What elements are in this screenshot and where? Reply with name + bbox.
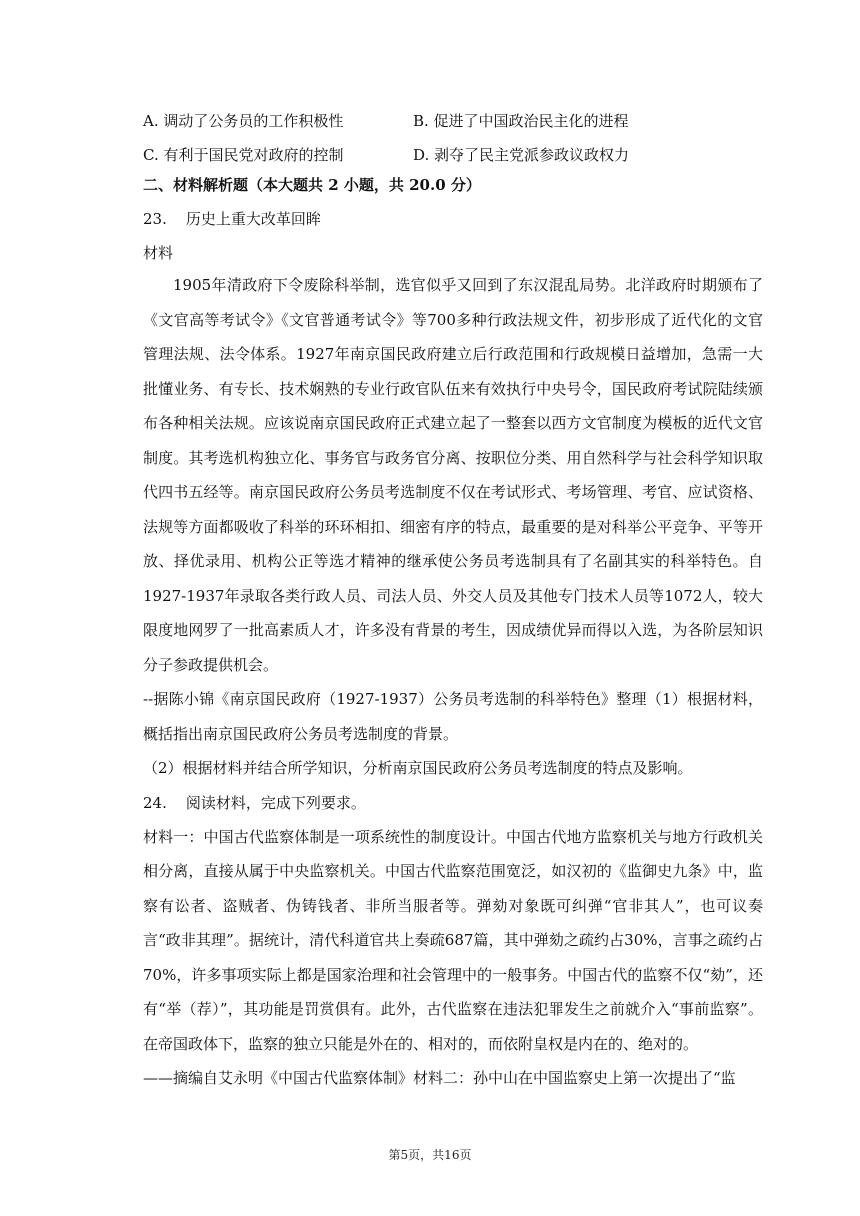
option-d: D. 剥夺了民主党派参政议政权力 (413, 146, 630, 164)
options-row-1 (143, 106, 763, 136)
question-24-source-and-material-2: ——摘编自艾永明《中国古代监察体制》材料二：孙中山在中国监察史上第一次提出了“监 (143, 1069, 736, 1087)
option-a: A. 调动了公务员的工作积极性 (143, 112, 344, 130)
document-page (143, 106, 763, 1096)
options-row-2 (143, 140, 763, 170)
question-24-title: 24. 阅读材料，完成下列要求。 (143, 793, 366, 812)
question-23-material-text: 1905年清政府下令废除科举制，选官似乎又回到了东汉混乱局势。北洋政府时期颁布了《文官高等考试令》《文官普通考试令》等700多种行政法规文件，初步形成了近代化的文官管理法规、法令体系。1927年南京国民政府建立后行政范围和行政规模日益增加，急需一大批懂业务、有专长、技术娴熟的专业行政官队伍来有效执行中央号令，国民政府考试院陆续颁布各种相关法规。应该说南京国民政府正式建立起了一整套以西方文官制度为模板的近代文官制度。其考选机构独立化、事务官与政务官分离、按职位分类、用自然科学与社会科学知识取代四书五经等。南京国民政府公务员考选制度不仅在考试形式、考场管理、考官、应试资格、法规等方面都吸收了科举的环环相扣、细密有序的特点，最重要的是对科举公平竞争、平等开放、择优录用、机构公正等选才精神的继承使公务员考选制具有了名副其实的科举特色。自1927-1937年录取各类行政人员、司法人员、外交人员及其他专门技术人员等1072人，较大限度地网罗了一批高素质人才，许多没有背景的考生，因成绩优异而得以入选，为各阶层知识分子参政提供机会。 (143, 276, 763, 674)
option-c: C. 有利于国民党对政府的控制 (143, 146, 344, 164)
question-23-title: 23. 历史上重大改革回眸 (143, 210, 321, 228)
question-24-material-1: 材料一：中国古代监察体制是一项系统性的制度设计。中国古代地方监察机关与地方行政机关相分离，直接从属于中央监察机关。中国古代监察范围宽泛，如汉初的《监御史九条》中，监察有讼者、盗贼者、伪铸钱者、非所当服者等。弹劾对象既可纠弹“官非其人”，也可议奏言“政非其理”。据统计，清代科道官共上奏疏687篇，其中弹劾之疏约占30%，言事之疏约占70%，许多事项实际上都是国家治理和社会管理中的一般事务。中国古代的监察不仅“劾”，还有“举（荐）”，其功能是罚赏俱有。此外，古代监察在违法犯罪发生之前就介入“事前监察”。在帝国政体下，监察的独立只能是外在的、相对的，而依附皇权是内在的、绝对的。 (143, 827, 763, 1053)
question-23-source-and-subquestion-1: --据陈小锦《南京国民政府（1927-1937）公务员考选制的科举特色》整理（1）根据材料，概括指出南京国民政府公务员考选制度的背景。 (143, 690, 763, 743)
section-heading: 二、材料解析题（本大题共 2 小题，共 20.0 分） (143, 176, 481, 194)
option-b: B. 促进了中国政治民主化的进程 (413, 112, 629, 130)
question-23-subquestion-2: （2）根据材料并结合所学知识，分析南京国民政府公务员考选制度的特点及影响。 (143, 759, 693, 777)
page-footer: 第5页，共16页 (388, 1148, 472, 1162)
question-23-material-label: 材料 (143, 244, 174, 262)
